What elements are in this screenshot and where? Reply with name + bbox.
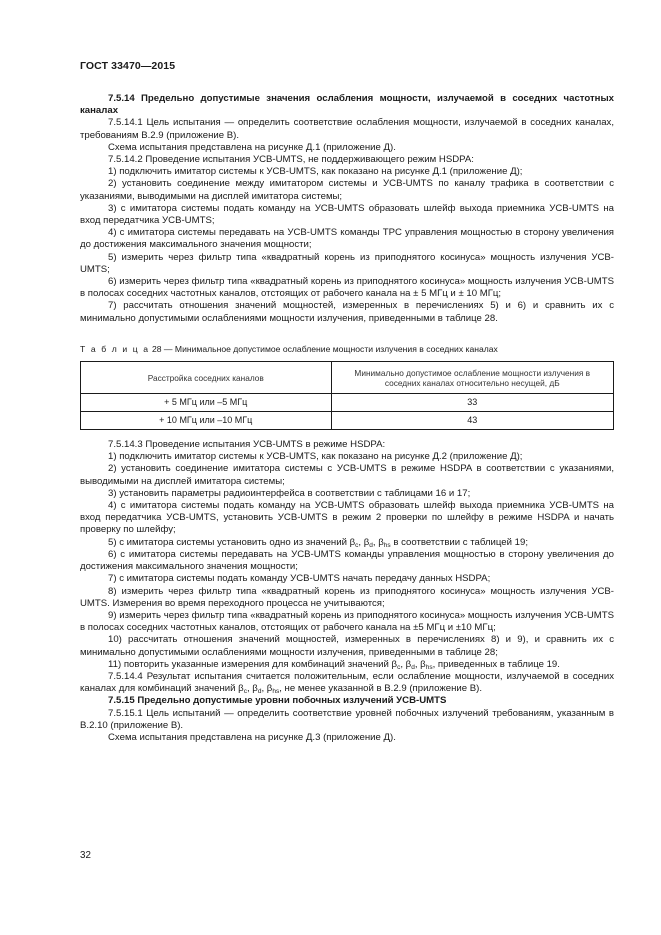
list-item: 2) установить соединение имитатора системы с УСВ-UMTS в режиме HSDPA в соответствии с указаниями, выводимыми на дисплей имитатора системы; (80, 463, 614, 487)
table-header-row (81, 362, 614, 394)
table-cell: 33 (331, 394, 614, 412)
list-item: 6) с имитатора системы передавать на УСВ-UMTS команды управления мощностью в сторону увеличения до достижения максимального значения мощности; (80, 548, 614, 573)
table-row (81, 412, 614, 430)
list-item: 5) измерить через фильтр типа «квадратный корень из приподнятого косинуса» мощность излучения УСВ-UMTS; (80, 251, 614, 275)
list-item: 2) установить соединение между имитатором системы и УСВ-UMTS по каналу трафика в соответствии с указаниями, выводимыми на дисплей имитатора системы; (80, 178, 614, 202)
text: 11) повторить указанные измерения для комбинаций значений (108, 658, 389, 670)
section-7-5-14-title: 7.5.14 Предельно допустимые значения ослабления мощности, излучаемой в соседних частотных каналах (80, 93, 614, 117)
table-header-cell: Минимально допустимое ослабление мощности излучения в соседних каналах относительно несущей, дБ (331, 362, 614, 394)
table-cell: 43 (331, 412, 614, 430)
subscript: d (257, 688, 262, 696)
beta-symbol: β (266, 683, 273, 695)
beta-symbol: β (349, 536, 356, 548)
table-28 (80, 361, 614, 430)
table-caption-text: 28 — Минимальное допустимое ослабление мощности излучения в соседних каналах (151, 343, 498, 354)
paragraph: Схема испытания представлена на рисунке Д.3 (приложение Д). (108, 731, 396, 743)
beta-symbol: β (405, 658, 412, 670)
subscript: hs (425, 663, 433, 671)
list-item: 11) повторить указанные измерения для комбинаций значений $\beta_c$, $\beta_d$, $\beta_{hs}$, приведенных в таблице 19. (108, 658, 560, 671)
list-item: 1) подключить имитатор системы к УСВ-UMTS, как показано на рисунке Д.2 (приложение Д); (108, 451, 523, 463)
document-body (80, 93, 614, 744)
standard-header: ГОСТ 33470—2015 (80, 60, 176, 72)
paragraph: 7.5.14.1 Цель испытания — определить соответствие ослабления мощности, излучаемой в соседних каналах, требованиям В.2.9 (приложение В). (80, 117, 614, 141)
table-cell: + 5 МГц или –5 МГц (81, 394, 332, 412)
table-header-cell: Расстройка соседних каналов (81, 362, 332, 394)
list-item: 3) с имитатора системы подать команду на УСВ-UMTS образовать шлейф выхода приемника УСВ-UMTS на вход передатчика УСВ-UMTS; (80, 202, 614, 227)
subscript: d (369, 541, 373, 549)
table-caption (80, 343, 614, 355)
list-item: 9) измерить через фильтр типа «квадратный корень из приподнятого косинуса» мощность излучения УСВ-UMTS в полосах соседних частотных каналов, отстоящих от рабочего канала на ±5 МГц и ±10 МГц; (80, 609, 614, 634)
subscript: c (397, 663, 401, 671)
subscript: hs (272, 688, 280, 696)
subscript: c (243, 688, 247, 696)
text: в соответствии с таблицей 19; (393, 536, 529, 548)
beta-symbol: β (391, 658, 398, 670)
list-item: 4) с имитатора системы подать команду на УСВ-UMTS образовать шлейф выхода приемника УСВ-UMTS на вход передатчика УСВ-UMTS, установить УСВ-UMTS в режим 2 проверки по шлейфу в режиме HSDPA и начать проверку по шлейфу; (80, 500, 614, 536)
subscript: hs (383, 541, 391, 549)
list-item: 7) с имитатора системы подать команду УСВ-UMTS начать передачу данных HSDPA; (108, 573, 491, 585)
text: 7.5.14.4 Результат испытания считается положительным, если ослабление мощности, излучаемой в соседних каналах для комбинаций значений (80, 670, 614, 695)
list-item: 6) измерить через фильтр типа «квадратный корень из приподнятого косинуса» мощность излучения УСВ-UMTS в полосах соседних частотных каналов, отстоящих от рабочего канала на ± 5 МГц и ± 10 МГц; (80, 276, 614, 300)
text: 5) с имитатора системы установить одно из значений (108, 536, 347, 548)
beta-symbol: β (363, 536, 370, 548)
subscript: c (355, 541, 359, 549)
paragraph: 7.5.14.3 Проведение испытания УСВ-UMTS в режиме HSDPA: (108, 439, 386, 451)
beta-symbol: β (252, 683, 258, 695)
beta-symbol: β (420, 658, 426, 670)
table-label: Т а б л и ц а (80, 343, 150, 354)
text: , не менее указанной в В.2.9 (приложение В). (279, 683, 483, 695)
list-item: 10) рассчитать отношения значений мощностей, измеренных в перечислениях 8) и 9), и сравнить их с минимально допустимыми ослаблениями мощности излучения, приведенными в таблице 28; (80, 634, 614, 658)
beta-symbol: β (378, 536, 384, 548)
table-cell: + 10 МГц или –10 МГц (81, 412, 332, 430)
paragraph: 7.5.15.1 Цель испытаний — определить соответствие уровней побочных излучений требованиям, указанным в В.2.10 (приложение В). (80, 707, 614, 731)
paragraph: 7.5.14.2 Проведение испытания УСВ-UMTS, не поддерживающего режим HSDPA: (108, 154, 474, 166)
list-item: 5) с имитатора системы установить одно из значений $\beta_c$, $\beta_d$, $\beta_{hs}$ в соответствии с таблицей 19; (108, 536, 529, 549)
list-item: 4) с имитатора системы передавать на УСВ-UMTS команды ТРС управления мощностью в сторону увеличения до достижения максимального значения мощности; (80, 227, 614, 251)
beta-symbol: β (238, 683, 244, 695)
list-item: 1) подключить имитатор системы к УСВ-UMTS, как показано на рисунке Д.1 (приложение Д); (108, 166, 523, 178)
paragraph: 7.5.14.4 Результат испытания считается положительным, если ослабление мощности, излучаемой в соседних каналах для комбинаций значений $\beta_c$, $\beta_d$, $\beta_{hs}$, не менее указанной в В.2.9 (приложение В). (80, 670, 614, 696)
list-item: 8) измерить через фильтр типа «квадратный корень из приподнятого косинуса» мощность излучения УСВ-UMTS. Измерения во время переходного процесса не учитываются; (80, 585, 614, 609)
section-7-5-15-title: 7.5.15 Предельно допустимые уровни побочных излучений УСВ-UMTS (108, 695, 447, 707)
page-number: 32 (80, 850, 91, 861)
paragraph: Схема испытания представлена на рисунке Д.1 (приложение Д). (108, 141, 396, 153)
table-row (81, 394, 614, 412)
list-item: 3) установить параметры радиоинтерфейса в соответствии с таблицами 16 и 17; (108, 487, 471, 499)
text: , приведенных в таблице 19. (432, 658, 560, 670)
list-item: 7) рассчитать отношения значений мощностей, измеренных в перечислениях 5) и 6) и сравнить их с минимально допустимыми ослаблениями мощности излучения, приведенными в таблице 28. (80, 300, 614, 324)
subscript: d (411, 663, 415, 671)
